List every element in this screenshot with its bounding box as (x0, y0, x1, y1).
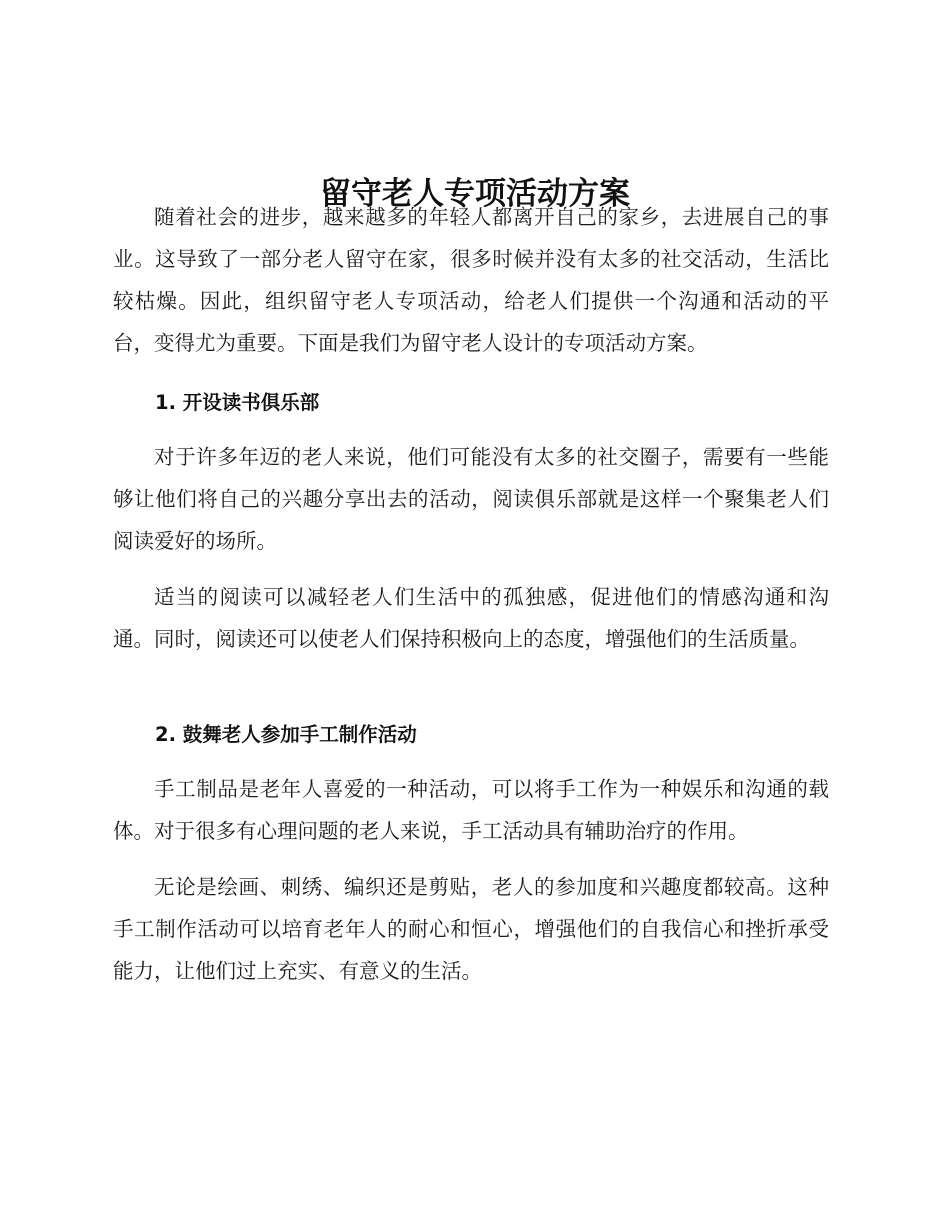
section-heading-reading-club: 1. 开设读书俱乐部 (155, 391, 320, 414)
section-1-paragraph-2: 适当的阅读可以减轻老人们生活中的孤独感，促进他们的情感沟通和沟通。同时，阅读还可以使老人们保持积极向上的态度，增强他们的生活质量。 (113, 585, 829, 651)
document-title: 留守老人专项活动方案 (320, 175, 630, 212)
section-2-paragraph-2: 无论是绘画、刺绣、编织还是剪贴，老人的参加度和兴趣度都较高。这种手工制作活动可以培育老年人的耐心和恒心，增强他们的自我信心和挫折承受能力，让他们过上充实、有意义的生活。 (113, 875, 829, 983)
intro-paragraph: 随着社会的进步，越来越多的年轻人都离开自己的家乡，去进展自己的事业。这导致了一部分老人留守在家，很多时候并没有太多的社交活动，生活比较枯燥。因此，组织留守老人专项活动，给老人们提供一个沟通和活动的平台，变得尤为重要。下面是我们为留守老人设计的专项活动方案。 (113, 205, 829, 355)
section-1-paragraph-1: 对于许多年迈的老人来说，他们可能没有太多的社交圈子，需要有一些能够让他们将自己的兴趣分享出去的活动，阅读俱乐部就是这样一个聚集老人们阅读爱好的场所。 (113, 445, 829, 553)
section-heading-handicraft: 2. 鼓舞老人参加手工制作活动 (155, 723, 417, 746)
section-2-paragraph-1: 手工制品是老年人喜爱的一种活动，可以将手工作为一种娱乐和沟通的载体。对于很多有心理问题的老人来说，手工活动具有辅助治疗的作用。 (113, 777, 829, 843)
